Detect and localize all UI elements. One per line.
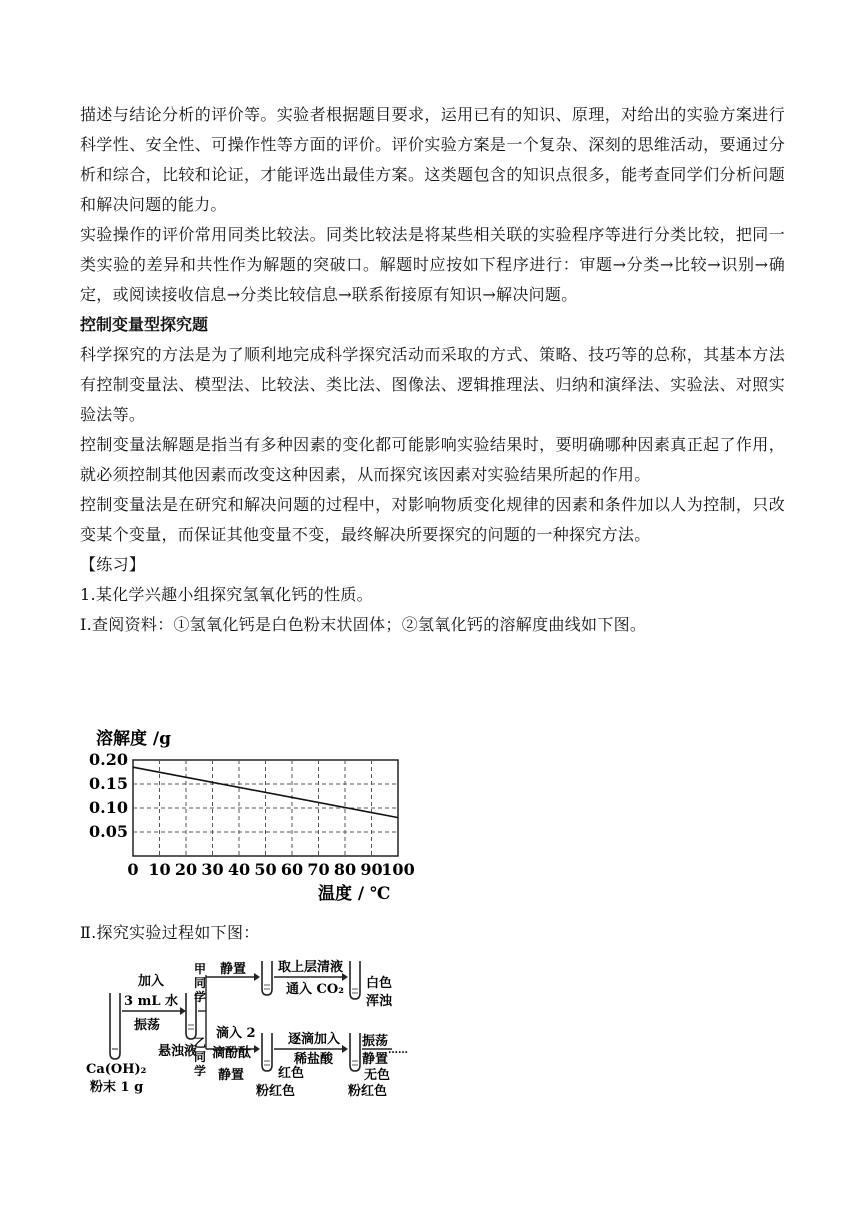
student-yi-label: 乙同学 (194, 1036, 207, 1078)
question-1: 1.某化学兴趣小组探究氢氧化钙的性质。 (80, 585, 373, 604)
paragraph-comparison: 实验操作的评价常用同类比较法。同类比较法是将某些相关联的实验程序等进行分类比较，把同一类实验的差异和共性作为解题的突破口。解题时应按如下程序进行：审题→分类→比较→识别→确定，或阅读接收信息→分类比较信息→联系衔接原有知识→解决问题。 (80, 225, 785, 304)
question-1-part-2: Ⅱ.探究实验过程如下图： (80, 923, 260, 942)
paragraph-methods: 科学探究的方法是为了顺利地完成科学探究活动而采取的方式、策略、技巧等的总称，其基本方法有控制变量法、模型法、比较法、类比法、图像法、逻辑推理法、归纳和演绎法、实验法、对照实验法等。 (80, 345, 785, 424)
test-tube-lower-2 (350, 1033, 360, 1071)
x-tick-label: 10 (148, 860, 171, 879)
stand-2-label: 静置 (218, 1068, 245, 1083)
section-heading: 控制变量型探究题 (80, 315, 209, 334)
pink-label-2: 粉红色 (348, 1084, 388, 1099)
stand-3-label: 静置 (362, 1052, 389, 1067)
paragraph-evaluation: 描述与结论分析的评价等。实验者根据题目要求，运用已有的知识、原理，对给出的实验方案进行科学性、安全性、可操作性等方面的评价。评价实验方案是一个复杂、深刻的思维活动，要通过分析和综合，比较和论证，才能评选出最佳方案。这类题包含的知识点很多，能考查同学们分析问题和解决问题的能力。 (80, 105, 785, 214)
dropwise-label-2: 稀盐酸 (294, 1052, 334, 1067)
red-label: 红色 (278, 1066, 305, 1081)
dropwise-label-1: 逐滴加入 (288, 1032, 341, 1047)
x-tick-label: 40 (227, 860, 251, 879)
add-water-label-1: 加入 (138, 974, 165, 989)
y-tick-label: 0.20 (89, 750, 128, 769)
test-tube-upper-2 (350, 961, 360, 999)
paragraph-control-variable-1: 控制变量法解题是指当有多种因素的变化都可能影响实验结果时，要明确哪种因素真正起了作用，就必须控制其他因素而改变这种因素，从而探究该因素对实验结果所起的作用。 (80, 435, 785, 484)
test-tube-upper-1 (262, 961, 272, 995)
x-tick-label: 30 (201, 860, 224, 879)
chart-xlabel: 温度 / ℃ (318, 884, 391, 904)
y-tick-label: 0.10 (89, 798, 128, 817)
add-water-label-2: 3 mL 水 (124, 994, 178, 1009)
x-tick-label: 100 (381, 860, 415, 879)
question-1-part-1: Ⅰ.查阅资料：①氢氧化钙是白色粉末状固体；②氢氧化钙的溶解度曲线如下图。 (80, 615, 647, 634)
suspension-label: 悬浊液 (158, 1044, 198, 1059)
student-jia-label: 甲同学 (194, 962, 207, 1004)
x-tick-label: 0 (127, 860, 139, 879)
pink-label-1: 粉红色 (256, 1084, 296, 1099)
take-upper-label-1: 取上层清液 (278, 960, 344, 975)
take-upper-label-2: 通入 CO₂ (286, 982, 344, 997)
continue-dots: …… (388, 1045, 408, 1056)
paragraph-control-variable-2: 控制变量法是在研究和解决问题的过程中，对影响物质变化规律的因素和条件加以人为控制，只改变某个变量，而保证其他变量不变，最终解决所要探究的问题的一种探究方法。 (80, 495, 785, 544)
colorless-label: 无色 (364, 1068, 391, 1083)
x-tick-label: 50 (254, 860, 277, 879)
white-label-1: 白色 (366, 976, 393, 991)
chart-ylabel: 溶解度 /g (96, 729, 172, 749)
test-tube-start (110, 993, 120, 1059)
x-tick-label: 90 (360, 860, 383, 879)
add-water-label-3: 振荡 (134, 1018, 161, 1033)
document-body (80, 100, 785, 640)
y-tick-label: 0.15 (89, 774, 128, 793)
y-tick-label: 0.05 (89, 822, 128, 841)
experiment-flow-diagram (82, 955, 412, 1105)
start-label-1: Ca(OH)₂ (86, 1062, 147, 1077)
test-tube-lower-1 (262, 1033, 272, 1071)
shake-label: 振荡 (362, 1034, 389, 1049)
white-label-2: 浑浊 (366, 994, 393, 1009)
start-label-2: 粉末 1 g (90, 1080, 144, 1095)
add-phenol-label-2: 滴酚酞 (212, 1046, 252, 1061)
x-tick-label: 60 (280, 860, 304, 879)
practice-label: 【练习】 (80, 555, 146, 574)
x-tick-label: 20 (174, 860, 198, 879)
stand-1-label: 静置 (220, 962, 247, 977)
add-phenol-label-1: 滴入 2 (216, 1026, 256, 1041)
x-tick-label: 70 (307, 860, 330, 879)
solubility-chart (88, 718, 423, 908)
x-tick-label: 80 (333, 860, 357, 879)
solubility-chart-svg (88, 718, 423, 908)
